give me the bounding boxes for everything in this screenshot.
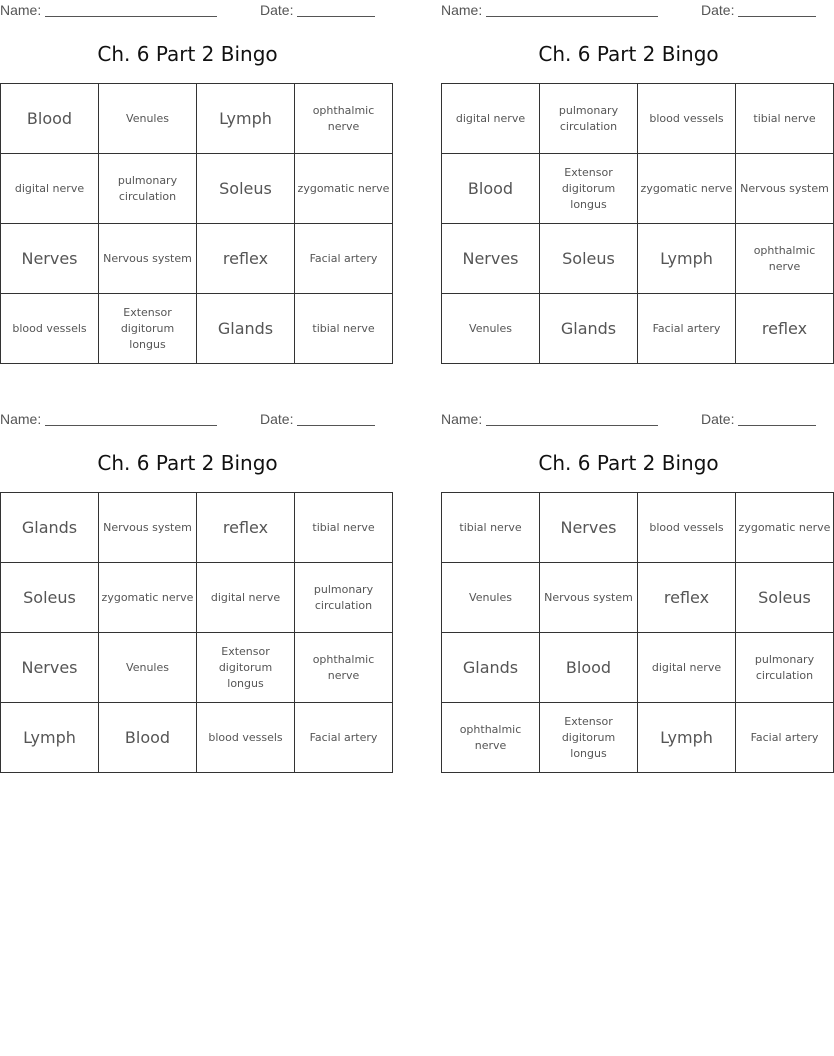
bingo-cell: Extensor digitorum longus [99, 294, 197, 364]
bingo-cell: Nervous system [99, 493, 197, 563]
bingo-cell: Venules [99, 84, 197, 154]
date-label: Date: [260, 411, 294, 427]
bingo-cell: Lymph [638, 224, 736, 294]
bingo-cell: digital nerve [442, 84, 540, 154]
bingo-cell: Venules [442, 294, 540, 364]
bingo-cell: reflex [197, 493, 295, 563]
bingo-row [1, 154, 393, 224]
date-line [297, 16, 375, 17]
name-line [486, 425, 658, 426]
bingo-cell: blood vessels [638, 493, 736, 563]
bingo-cell: pulmonary circulation [736, 633, 834, 703]
card-header [441, 0, 816, 20]
bingo-row [442, 84, 834, 154]
bingo-cell: blood vessels [638, 84, 736, 154]
bingo-cell: Nervous system [99, 224, 197, 294]
bingo-cell: reflex [736, 294, 834, 364]
bingo-cell: tibial nerve [736, 84, 834, 154]
bingo-cell: Blood [540, 633, 638, 703]
bingo-cell: Extensor digitorum longus [540, 703, 638, 773]
bingo-row [1, 224, 393, 294]
card-title: Ch. 6 Part 2 Bingo [538, 42, 719, 66]
bingo-cell: Soleus [736, 563, 834, 633]
bingo-cell: zygomatic nerve [295, 154, 393, 224]
bingo-cell: Glands [442, 633, 540, 703]
bingo-cell: digital nerve [197, 563, 295, 633]
bingo-row [442, 224, 834, 294]
bingo-cell: Nervous system [736, 154, 834, 224]
bingo-cell: digital nerve [1, 154, 99, 224]
date-label: Date: [701, 2, 735, 18]
bingo-card-4 [441, 409, 831, 781]
bingo-grid [441, 492, 834, 773]
card-title: Ch. 6 Part 2 Bingo [97, 42, 278, 66]
bingo-card-1 [0, 0, 390, 372]
bingo-cell: Facial artery [295, 224, 393, 294]
card-header [0, 409, 375, 429]
bingo-row [1, 294, 393, 364]
bingo-cell: blood vessels [1, 294, 99, 364]
bingo-row [1, 703, 393, 773]
bingo-row [1, 493, 393, 563]
card-title: Ch. 6 Part 2 Bingo [97, 451, 278, 475]
bingo-cell: reflex [638, 563, 736, 633]
bingo-cell: Soleus [540, 224, 638, 294]
bingo-cell: Extensor digitorum longus [540, 154, 638, 224]
bingo-row [1, 633, 393, 703]
date-line [738, 425, 816, 426]
bingo-cell: ophthalmic nerve [442, 703, 540, 773]
name-label: Name: [441, 2, 483, 18]
bingo-cell: Facial artery [638, 294, 736, 364]
bingo-cell: Facial artery [736, 703, 834, 773]
name-line [45, 16, 217, 17]
bingo-row [1, 563, 393, 633]
bingo-cell: Soleus [1, 563, 99, 633]
bingo-cell: zygomatic nerve [638, 154, 736, 224]
date-label: Date: [260, 2, 294, 18]
bingo-cell: tibial nerve [442, 493, 540, 563]
bingo-cell: zygomatic nerve [736, 493, 834, 563]
date-line [738, 16, 816, 17]
bingo-grid [441, 83, 834, 364]
bingo-cell: ophthalmic nerve [295, 633, 393, 703]
bingo-cell: digital nerve [638, 633, 736, 703]
bingo-cell: Lymph [1, 703, 99, 773]
bingo-row [1, 84, 393, 154]
bingo-card-2 [441, 0, 829, 372]
bingo-row [442, 154, 834, 224]
bingo-cell: ophthalmic nerve [295, 84, 393, 154]
bingo-grid [0, 492, 393, 773]
bingo-cell: pulmonary circulation [99, 154, 197, 224]
bingo-card-3 [0, 409, 378, 781]
name-label: Name: [0, 411, 42, 427]
bingo-row [442, 294, 834, 364]
name-line [45, 425, 217, 426]
date-label: Date: [701, 411, 735, 427]
bingo-cell: Extensor digitorum longus [197, 633, 295, 703]
name-label: Name: [441, 411, 483, 427]
name-label: Name: [0, 2, 42, 18]
bingo-cell: Venules [99, 633, 197, 703]
bingo-cell: tibial nerve [295, 493, 393, 563]
bingo-cell: Lymph [197, 84, 295, 154]
bingo-cell: Glands [540, 294, 638, 364]
bingo-cell: Soleus [197, 154, 295, 224]
bingo-cell: Nerves [442, 224, 540, 294]
bingo-cell: zygomatic nerve [99, 563, 197, 633]
name-line [486, 16, 658, 17]
bingo-cell: pulmonary circulation [540, 84, 638, 154]
bingo-cell: tibial nerve [295, 294, 393, 364]
bingo-cell: Blood [442, 154, 540, 224]
bingo-cell: Nervous system [540, 563, 638, 633]
card-header [0, 0, 375, 20]
bingo-cell: ophthalmic nerve [736, 224, 834, 294]
bingo-cell: Facial artery [295, 703, 393, 773]
bingo-cell: blood vessels [197, 703, 295, 773]
card-header [441, 409, 816, 429]
bingo-grid [0, 83, 393, 364]
bingo-cell: Venules [442, 563, 540, 633]
bingo-cell: Glands [197, 294, 295, 364]
bingo-cell: reflex [197, 224, 295, 294]
bingo-cell: Glands [1, 493, 99, 563]
bingo-cell: Blood [1, 84, 99, 154]
bingo-cell: pulmonary circulation [295, 563, 393, 633]
bingo-cell: Nerves [1, 633, 99, 703]
bingo-row [442, 563, 834, 633]
bingo-cell: Nerves [1, 224, 99, 294]
bingo-cell: Lymph [638, 703, 736, 773]
card-title: Ch. 6 Part 2 Bingo [538, 451, 719, 475]
bingo-row [442, 633, 834, 703]
bingo-cell: Nerves [540, 493, 638, 563]
bingo-row [442, 703, 834, 773]
bingo-row [442, 493, 834, 563]
date-line [297, 425, 375, 426]
bingo-cell: Blood [99, 703, 197, 773]
